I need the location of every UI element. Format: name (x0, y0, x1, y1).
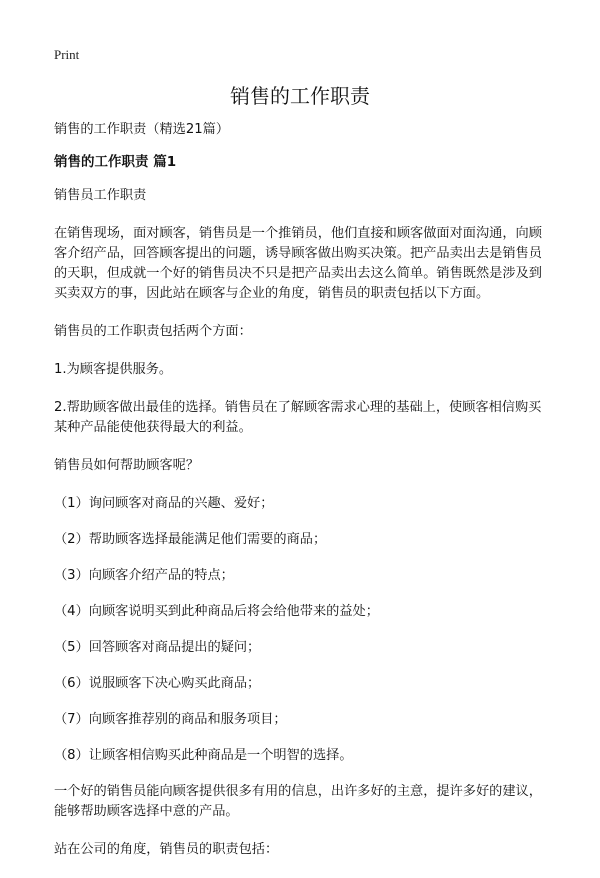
list-item: （4）向顾客说明买到此种商品后将会给他带来的益处； (54, 604, 379, 619)
document-body (54, 120, 549, 878)
paragraph-duties-two-aspects: 销售员的工作职责包括两个方面： (54, 324, 252, 339)
print-link[interactable]: Print (54, 47, 80, 62)
list-item: （7）向顾客推荐别的商品和服务项目； (54, 712, 287, 727)
paragraph-company-perspective: 站在公司的角度，销售员的职责包括： (54, 842, 279, 857)
list-item: （1）询问顾客对商品的兴趣、爱好； (54, 496, 274, 511)
list-item: （5）回答顾客对商品提出的疑问； (54, 640, 261, 655)
paragraph-duty-1: 1.为顾客提供服务。 (54, 362, 173, 377)
paragraph-role-title: 销售员工作职责 (54, 188, 147, 203)
paragraph-intro: 在销售现场，面对顾客，销售员是一个推销员，他们直接和顾客做面对面沟通，向顾客介绍产品，回答顾客提出的问题，诱导顾客做出购买决策。把产品卖出去是销售员的天职，但成就一个好的销售员决不只是把产品卖出去这么简单。销售既然是涉及到买卖双方的事，因此站在顾客与企业的角度，销售员的职责包括以下方面。 (54, 226, 542, 301)
document-title: 销售的工作职责 (230, 84, 370, 108)
paragraph-good-salesperson: 一个好的销售员能向顾客提供很多有用的信息，出许多好的主意，提许多好的建议，能够帮助顾客选择中意的产品。 (54, 784, 542, 819)
section-heading: 销售的工作职责 篇1 (54, 154, 177, 170)
paragraph-how-to-help: 销售员如何帮助顾客呢？ (54, 458, 200, 473)
paragraph-duty-2: 2.帮助顾客做出最佳的选择。销售员在了解顾客需求心理的基础上，使顾客相信购买某种产品能使他获得最大的利益。 (54, 400, 542, 435)
list-item: （8）让顾客相信购买此种商品是一个明智的选择。 (54, 748, 353, 763)
list-item: （6）说服顾客下决心购买此商品； (54, 676, 261, 691)
list-item: （2）帮助顾客选择最能满足他们需要的商品； (54, 532, 327, 547)
list-item: （3）向顾客介绍产品的特点； (54, 568, 234, 583)
document-subtitle: 销售的工作职责（精选21篇） (54, 122, 230, 137)
